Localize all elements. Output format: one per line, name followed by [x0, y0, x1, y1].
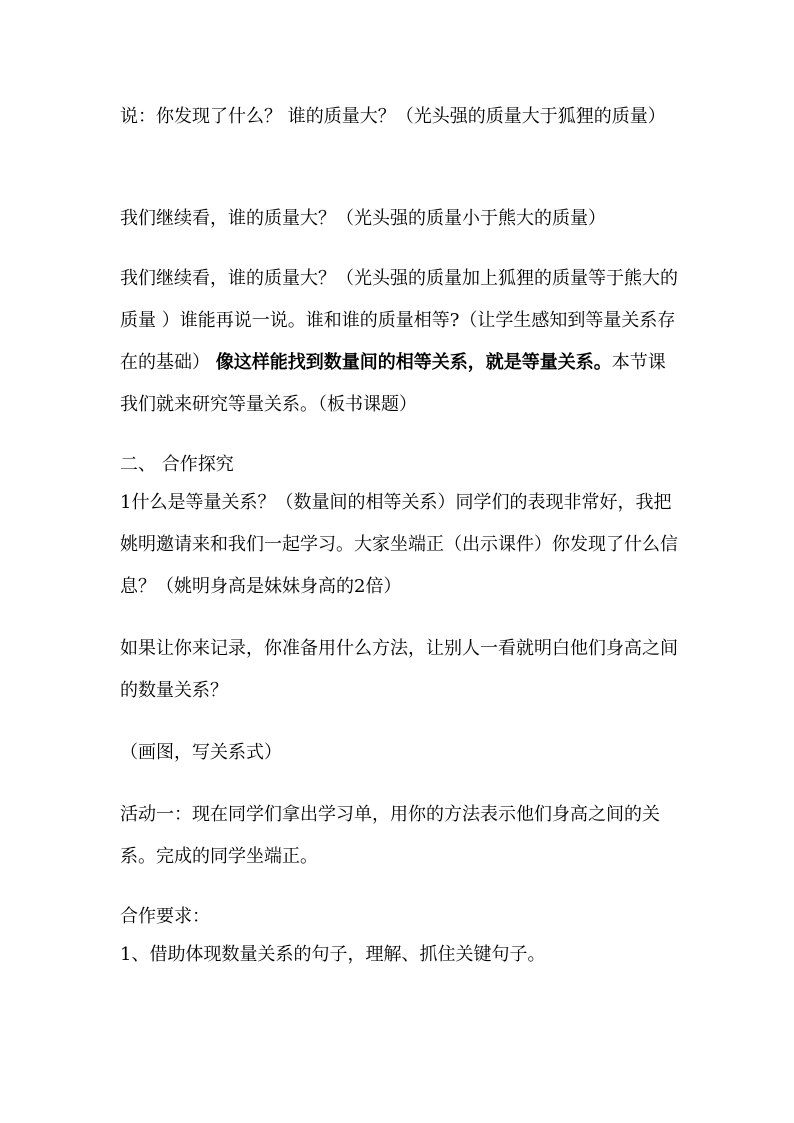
section-heading-cooperative-inquiry: 二、 合作探究 [120, 454, 234, 475]
paragraph-equal-relation-text: 我们继续看，谁的质量大？（光头强的质量加上狐狸的质量等于熊大的质量 ）谁能再说一说。谁和谁的质量相等?（让学生感知到等量关系存在的基础） [120, 268, 678, 373]
paragraph-requirement-one: 1、借助体现数量关系的句子，理解、抓住关键句子。 [120, 944, 546, 965]
paragraph-equal-relation-intro [120, 258, 680, 426]
equal-relation-definition: 像这样能找到数量间的相等关系，就是等量关系。 [215, 352, 612, 373]
paragraph-drawing-hint: （画图，写关系式） [120, 742, 282, 763]
paragraph-what-is-equal-relation: 1什么是等量关系？（数量间的相等关系）同学们的表现非常好，我把姚明邀请来和我们一起学习。大家坐端正（出示课件）你发现了什么信息？（姚明身高是妹妹身高的2倍） [120, 492, 678, 597]
lesson-topic-note: 本节课我们就来研究等量关系。（板书课题） [120, 352, 666, 415]
paragraph-cooperation-requirements: 合作要求： [120, 906, 210, 927]
paragraph-mass-compare-bear: 我们继续看，谁的质量大？（光头强的质量小于熊大的质量） [120, 208, 606, 229]
paragraph-recording-method: 如果让你来记录，你准备用什么方法，让别人一看就明白他们身高之间的数量关系？ [120, 638, 678, 701]
paragraph-activity-one: 活动一：现在同学们拿出学习单，用你的方法表示他们身高之间的关系。完成的同学坐端正。 [120, 804, 660, 867]
paragraph-mass-compare-fox: 说：你发现了什么？ 谁的质量大？（光头强的质量大于狐狸的质量） [120, 106, 666, 127]
